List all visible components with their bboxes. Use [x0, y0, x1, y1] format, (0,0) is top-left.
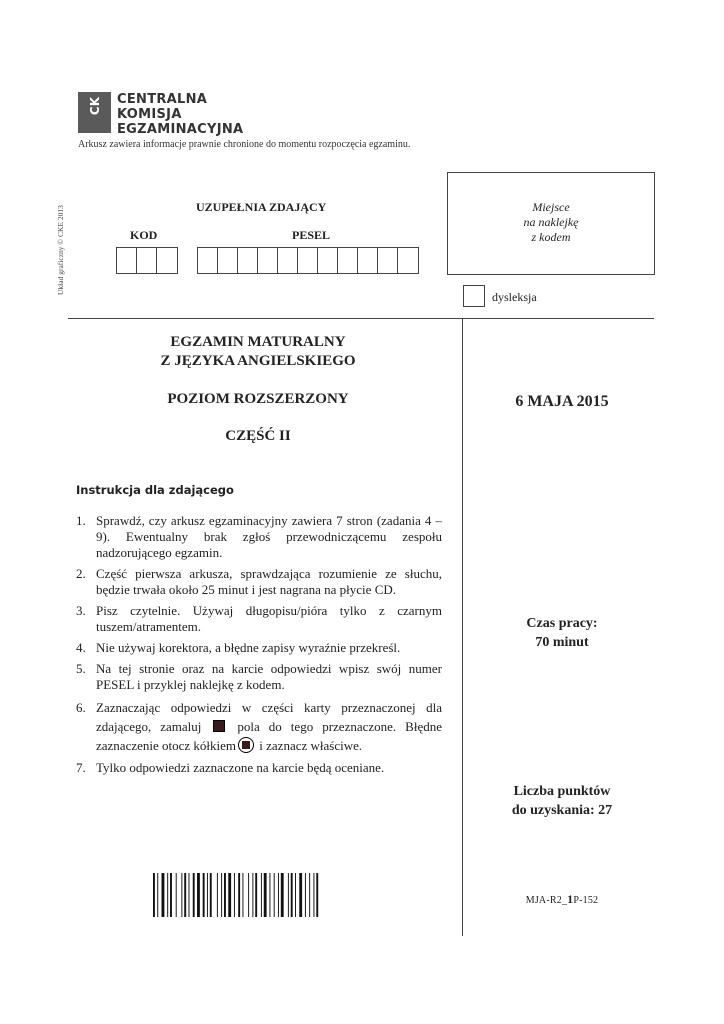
exam-title-line-1: EGZAMIN MATURALNY [170, 334, 346, 350]
barcode-bar [281, 873, 284, 917]
instruction-number: 3. [76, 603, 86, 618]
barcode-bar [176, 873, 177, 917]
instruction-number: 6. [76, 700, 86, 715]
exam-title-line-2: Z JĘZYKA ANGIELSKIEGO [160, 353, 356, 369]
barcode-bar [167, 873, 168, 917]
barcode-bar [162, 873, 165, 917]
pesel-cell[interactable] [218, 248, 238, 273]
barcode-icon [153, 873, 363, 917]
kod-cell[interactable] [137, 248, 157, 273]
exam-code-suffix: P-152 [573, 895, 599, 906]
barcode-bar [252, 873, 253, 917]
org-line-3: EGZAMINACYJNA [117, 122, 244, 137]
candidate-fill-title: UZUPEŁNIA ZDAJĄCY [196, 200, 327, 214]
barcode-bar [238, 873, 240, 917]
dyslexia-label: dysleksja [492, 290, 537, 304]
barcode-bar [157, 873, 158, 917]
barcode-bar [189, 873, 190, 917]
instruction-item [76, 566, 442, 598]
barcode-bar [242, 873, 243, 917]
graphic-credit: Układ graficzny © CKE 2013 [56, 205, 65, 295]
barcode-bar [288, 873, 289, 917]
instruction-number: 1. [76, 513, 86, 528]
exam-code-prefix: MJA-R2_ [525, 895, 568, 906]
instruction-text: Zaznaczając odpowiedzi w części karty przeznaczonej dla zdającego, zamaluj [96, 700, 442, 734]
kod-label: KOD [130, 228, 158, 242]
sticker-text [447, 200, 655, 245]
org-line-1: CENTRALNA [117, 92, 208, 107]
pesel-cell[interactable] [398, 248, 418, 273]
barcode-bar [278, 873, 279, 917]
barcode-bar [261, 873, 262, 917]
barcode-bar [316, 873, 318, 917]
instructions-list [76, 513, 442, 781]
barcode-bar [309, 873, 310, 917]
barcode-bar [170, 873, 172, 917]
instruction-text: Część pierwsza arkusza, sprawdzająca rozumienie ze słuchu, będzie trwała około 25 minut i jest nagrana na płycie CD. [96, 566, 442, 597]
exam-duration [470, 614, 654, 652]
barcode-bar [299, 873, 302, 917]
sticker-line-1: Miejsce [532, 200, 570, 214]
barcode-bar [184, 873, 186, 917]
barcode-bar [274, 873, 275, 917]
instruction-text: Pisz czytelnie. Używaj długopisu/pióra tylko z czarnym tuszem/atramentem. [96, 603, 442, 634]
time-label: Czas pracy: [526, 616, 598, 631]
barcode-bar [203, 873, 205, 917]
instruction-item [76, 698, 442, 755]
filled-square-icon [213, 720, 225, 732]
instruction-text: Na tej stronie oraz na karcie odpowiedzi wpisz swój numer PESEL i przyklej naklejkę z kodem. [96, 661, 442, 692]
instruction-text: i zaznacz właściwe. [259, 738, 363, 753]
instruction-item [76, 640, 442, 656]
instruction-item [76, 603, 442, 635]
barcode-bar [210, 873, 212, 917]
pesel-cell[interactable] [318, 248, 338, 273]
barcode-bar [228, 873, 231, 917]
pesel-cell[interactable] [338, 248, 358, 273]
instruction-number: 2. [76, 566, 86, 581]
instruction-item [76, 760, 442, 776]
instruction-text: Sprawdź, czy arkusz egzaminacyjny zawiera 7 stron (zadania 4 – 9). Ewentualny brak zgłoś przewodniczącemu zespołu nadzorującego egzamin. [96, 513, 442, 560]
pesel-input-grid[interactable] [197, 247, 419, 274]
barcode-bar [269, 873, 270, 917]
sticker-line-3: z kodem [531, 230, 571, 244]
barcode-bar [305, 873, 306, 917]
barcode-bar [224, 873, 226, 917]
legal-notice: Arkusz zawiera informacje prawnie chronione do momentu rozpoczęcia egzaminu. [78, 139, 411, 150]
barcode-bar [207, 873, 208, 917]
instruction-item [76, 513, 442, 561]
instructions-heading: Instrukcja dla zdającego [76, 483, 234, 497]
cke-logo-mark [78, 92, 111, 133]
barcode-bar [291, 873, 293, 917]
sticker-line-2: na naklejkę [523, 215, 579, 229]
circled-square-icon [238, 737, 254, 753]
exam-date: 6 MAJA 2015 [515, 393, 609, 410]
kod-cell[interactable] [157, 248, 177, 273]
pesel-cell[interactable] [358, 248, 378, 273]
barcode-bar [217, 873, 218, 917]
barcode-bar [234, 873, 235, 917]
instruction-text: pola do tego przeznaczone. Błędne zaznaczenie otocz kółkiem [96, 719, 443, 753]
org-line-2: KOMISJA [117, 107, 182, 122]
barcode-bar [197, 873, 200, 917]
logo-mark-text: CK [88, 96, 102, 116]
pesel-cell[interactable] [258, 248, 278, 273]
exam-part: CZĘŚĆ II [225, 428, 291, 444]
barcode-bar [193, 873, 195, 917]
exam-title [68, 333, 448, 371]
barcode-bar [153, 873, 155, 917]
vertical-divider [462, 318, 463, 936]
barcode-bar [313, 873, 314, 917]
kod-input-grid[interactable] [116, 247, 178, 274]
exam-points [470, 782, 654, 820]
barcode-bar [255, 873, 257, 917]
time-value: 70 minut [535, 635, 589, 650]
points-value: do uzyskania: 27 [511, 803, 613, 818]
barcode-bar [181, 873, 182, 917]
instruction-number: 5. [76, 661, 86, 676]
instruction-number: 4. [76, 640, 86, 655]
exam-code-bold: 1 [567, 892, 574, 906]
pesel-cell[interactable] [238, 248, 258, 273]
horizontal-divider [68, 318, 654, 319]
pesel-cell[interactable] [378, 248, 398, 273]
barcode-bar [221, 873, 222, 917]
barcode-bar [248, 873, 249, 917]
cke-logo-text [117, 92, 243, 137]
barcode-bar [264, 873, 267, 917]
instruction-item [76, 661, 442, 693]
points-label: Liczba punktów [513, 784, 611, 799]
pesel-cell[interactable] [198, 248, 218, 273]
instruction-text: Nie używaj korektora, a błędne zapisy wyraźnie przekreśl. [96, 640, 401, 655]
dyslexia-checkbox[interactable] [463, 285, 485, 307]
exam-level: POZIOM ROZSZERZONY [167, 391, 349, 407]
pesel-cell[interactable] [278, 248, 298, 273]
pesel-cell[interactable] [298, 248, 318, 273]
pesel-label: PESEL [292, 228, 331, 242]
instruction-text: Tylko odpowiedzi zaznaczone na karcie będą oceniane. [96, 760, 385, 775]
exam-code [470, 892, 654, 907]
instruction-number: 7. [76, 760, 86, 775]
barcode-bar [295, 873, 296, 917]
kod-cell[interactable] [117, 248, 137, 273]
